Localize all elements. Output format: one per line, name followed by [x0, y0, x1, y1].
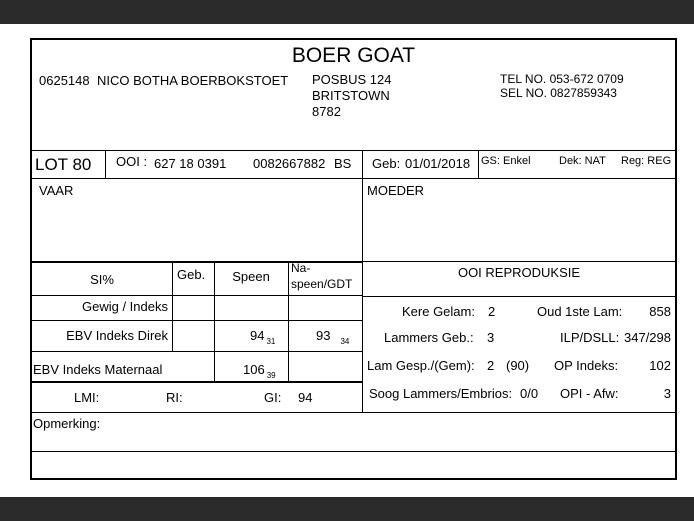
address-line2: BRITSTOWN [312, 88, 390, 103]
row-ebv-direk-label: EBV Indeks Direk [66, 328, 168, 343]
ooi-bs: BS [334, 156, 352, 171]
speen-header: Speen [232, 269, 270, 284]
opi-label: OPI - Afw: [560, 386, 619, 401]
si-row3-top [32, 351, 362, 352]
divider-center [362, 178, 363, 412]
sel-number: SEL NO. 0827859343 [500, 86, 617, 100]
lot-card [30, 38, 677, 480]
lammers-geb-label: Lammers Geb.: [384, 330, 474, 345]
lam-gesp-label: Lam Gesp./(Gem): [367, 358, 475, 373]
repro-table-top [363, 261, 675, 262]
lam-gesp-gem: (90) [506, 358, 530, 373]
ri-label: RI: [166, 390, 183, 405]
top-dark-bar [0, 0, 694, 24]
lot-number: LOT 80 [35, 155, 92, 174]
si-v3 [288, 261, 289, 381]
divider-lot-v2 [362, 150, 363, 178]
geb-date: 01/01/2018 [405, 156, 471, 171]
lam-gesp-value: 2 [487, 358, 495, 373]
row-ebv-direk-naspeen: 93 $_{34}$ [316, 328, 350, 346]
divider-lot-v1 [105, 150, 106, 178]
gi-value: 94 [298, 390, 313, 405]
remarks-top [32, 412, 675, 413]
remarks-divider [32, 451, 675, 452]
si-table-top [32, 261, 362, 263]
remarks-label: Opmerking: [33, 416, 101, 431]
si-row1-top [32, 295, 362, 296]
row-ebv-maternaal-label: EBV Indeks Maternaal [33, 362, 163, 377]
dek-value: Dek: NAT [559, 155, 606, 167]
vaar-label: VAAR [39, 183, 74, 198]
lammers-geb-value: 3 [487, 330, 495, 345]
si-v2-lower [214, 351, 215, 381]
oud-lam-label: Oud 1ste Lam: [537, 304, 623, 319]
reg-value: Reg: REG [621, 155, 672, 167]
address-line1: POSBUS 124 [312, 72, 392, 87]
breeder-code: 0625148 [39, 73, 90, 88]
row-ebv-direk-speen: 94 $_{31}$ [250, 328, 276, 346]
ilp-label: ILP/DSLL: [560, 330, 620, 345]
row-ebv-maternaal-speen: 106 $_{39}$ [243, 362, 276, 380]
card-title: BOER GOAT [291, 44, 416, 67]
gs-value: GS: Enkel [481, 155, 531, 167]
repro-title: OOI REPRODUKSIE [457, 265, 581, 280]
geb-header: Geb. [177, 267, 206, 282]
geb-label: Geb: [372, 156, 401, 171]
bottom-dark-bar [0, 497, 694, 521]
kere-gelam-label: Kere Gelam: [402, 304, 475, 319]
si-table-bottom [32, 381, 362, 383]
soog-value: 0/0 [520, 386, 539, 401]
breeder-name: NICO BOTHA BOERBOKSTOET [97, 73, 289, 88]
moeder-label: MOEDER [367, 183, 425, 198]
ooi-label: OOI : [116, 154, 148, 169]
ilp-value: 347/298 [624, 330, 671, 345]
opi-value: 3 [663, 386, 671, 401]
op-value: 102 [649, 358, 671, 373]
ooi-number: 627 18 0391 [154, 156, 227, 171]
si-percent-header: SI% [90, 272, 114, 287]
ooi-id: 0082667882 [253, 156, 326, 171]
divider-lot-top [32, 150, 675, 151]
si-row2-top [32, 320, 362, 321]
gi-label: GI: [264, 390, 282, 405]
op-label: OP Indeks: [554, 358, 619, 373]
kere-gelam-value: 2 [488, 304, 496, 319]
si-v1-lower [172, 295, 173, 351]
repro-title-bottom [363, 296, 675, 297]
address-line3: 8782 [312, 104, 341, 119]
lmi-label: LMI: [74, 390, 100, 405]
divider-lot-v3 [478, 150, 479, 178]
tel-number: TEL NO. 053-672 0709 [500, 72, 624, 86]
soog-label: Soog Lammers/Embrios: [369, 386, 513, 401]
naspeen-header-line2: speen/GDT [291, 277, 353, 291]
naspeen-header-line1: Na- [291, 261, 311, 275]
row-gewig-label: Gewig / Indeks [82, 299, 168, 314]
oud-lam-value: 858 [649, 304, 671, 319]
divider-parents-top [32, 178, 675, 179]
si-v1 [172, 261, 173, 295]
